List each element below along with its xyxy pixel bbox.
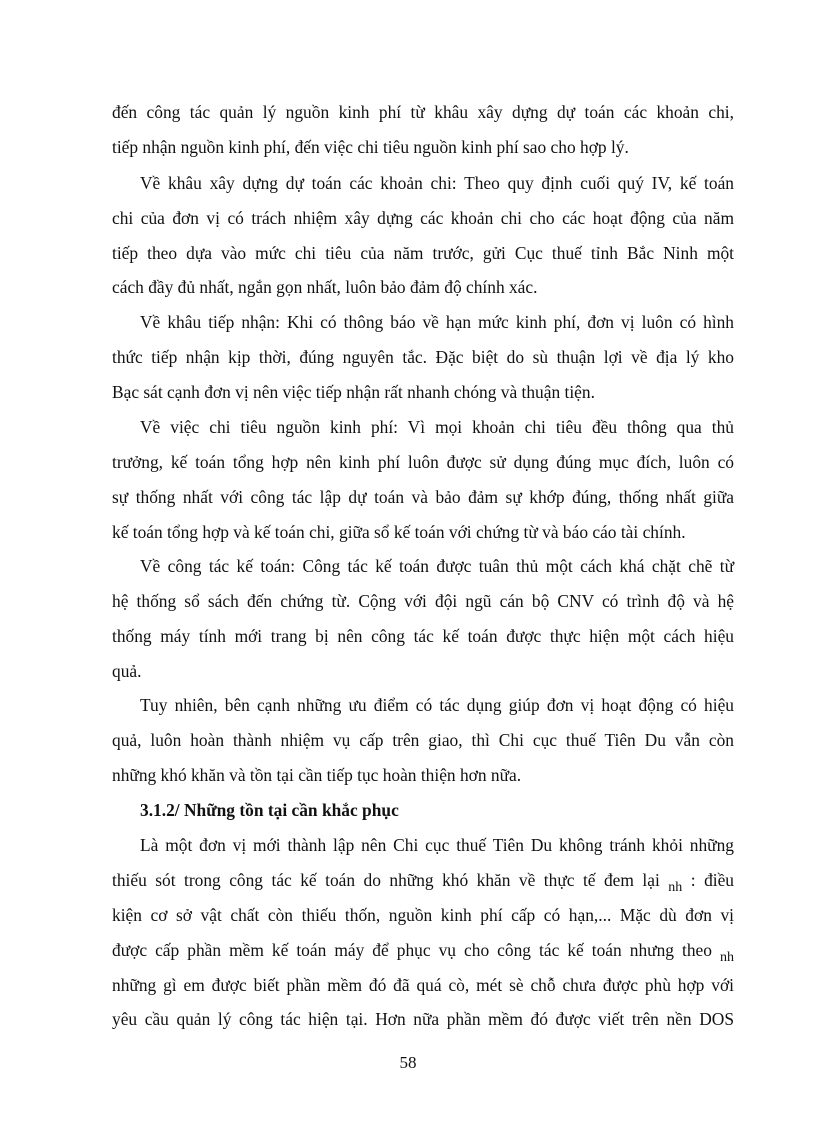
line-main-text: thiếu sót trong công tác kế toán do những khó khăn về thực tế đem lại [112,870,660,890]
page-number: 58 [399,1053,417,1072]
body-text-line: chi của đơn vị có trách nhiệm xây dựng các khoản chi cho các hoạt động của năm [112,208,734,228]
body-text-line: Tuy nhiên, bên cạnh những ưu điểm có tác dụng giúp đơn vị hoạt động có hiệu [140,695,734,715]
body-text-line: Về công tác kế toán: Công tác kế toán được tuân thủ một cách khá chặt chẽ từ [140,556,734,576]
body-text-line: quả, luôn hoàn thành nhiệm vụ cấp trên giao, thì Chi cục thuế Tiên Du vẫn còn [112,730,734,750]
body-text-line: Về việc chi tiêu nguồn kinh phí: Vì mọi khoản chi tiêu đều thông qua thủ [140,417,734,437]
body-text-line: Bạc sát cạnh đơn vị nên việc tiếp nhận rất nhanh chóng và thuận tiện. [112,382,595,402]
body-text-line: hệ thống sổ sách đến chứng từ. Cộng với đội ngũ cán bộ CNV có trình độ và hệ [112,591,734,611]
body-text-line [112,869,734,899]
body-text-line: những khó khăn và tồn tại cần tiếp tục hoàn thiện hơn nữa. [112,765,522,785]
subscript-fragment: nh [720,950,734,965]
body-text-line: tiếp theo dựa vào mức chi tiêu của năm trước, gửi Cục thuế tỉnh Bắc Ninh một [112,243,734,263]
body-text-line: thức tiếp nhận kịp thời, đúng nguyên tắc. Đặc biệt do sù thuận lợi về địa lý kho [112,347,734,367]
line-tail-text: : điều [682,870,735,890]
line-main-text: được cấp phần mềm kế toán máy để phục vụ cho công tác kế toán nhưng theo [112,940,712,960]
body-text-line: thống máy tính mới trang bị nên công tác kế toán được thực hiện một cách hiệu [112,626,734,646]
body-text-line [112,939,734,969]
body-text-line: kiện cơ sở vật chất còn thiếu thốn, nguồn kinh phí cấp có hạn,... Mặc dù đơn vị [112,905,734,925]
body-text-line: Về khâu xây dựng dự toán các khoản chi: Theo quy định cuối quý IV, kế toán [140,173,734,193]
section-heading: 3.1.2/ Những tồn tại cần khắc phục [140,800,399,820]
subscript-fragment: nh [668,880,683,895]
body-text-line: sự thống nhất với công tác lập dự toán và bảo đảm sự khớp đúng, thống nhất giữa [112,487,734,507]
body-text-line: đến công tác quản lý nguồn kinh phí từ khâu xây dựng dự toán các khoản chi, [112,102,734,122]
body-text-line: kế toán tổng hợp và kế toán chi, giữa sổ kế toán với chứng từ và báo cáo tài chính. [112,522,686,542]
body-text-line: Là một đơn vị mới thành lập nên Chi cục thuế Tiên Du không tránh khỏi những [140,835,734,855]
body-text-line: tiếp nhận nguồn kinh phí, đến việc chi tiêu nguồn kinh phí sao cho hợp lý. [112,137,629,157]
body-text-line: những gì em được biết phần mềm đó đã quá cò, mét sè chỗ chưa được phù hợp với [112,975,734,995]
body-text-line: cách đầy đủ nhất, ngắn gọn nhất, luôn bảo đảm độ chính xác. [112,277,538,297]
body-text-line: quả. [112,661,142,681]
body-text-line: Về khâu tiếp nhận: Khi có thông báo về hạn mức kinh phí, đơn vị luôn có hình [140,312,734,332]
body-text-line: trưởng, kế toán tổng hợp nên kinh phí luôn được sử dụng đúng mục đích, luôn có [112,452,734,472]
body-text-line: yêu cầu quản lý công tác hiện tại. Hơn nữa phần mềm đó được viết trên nền DOS [112,1009,734,1029]
